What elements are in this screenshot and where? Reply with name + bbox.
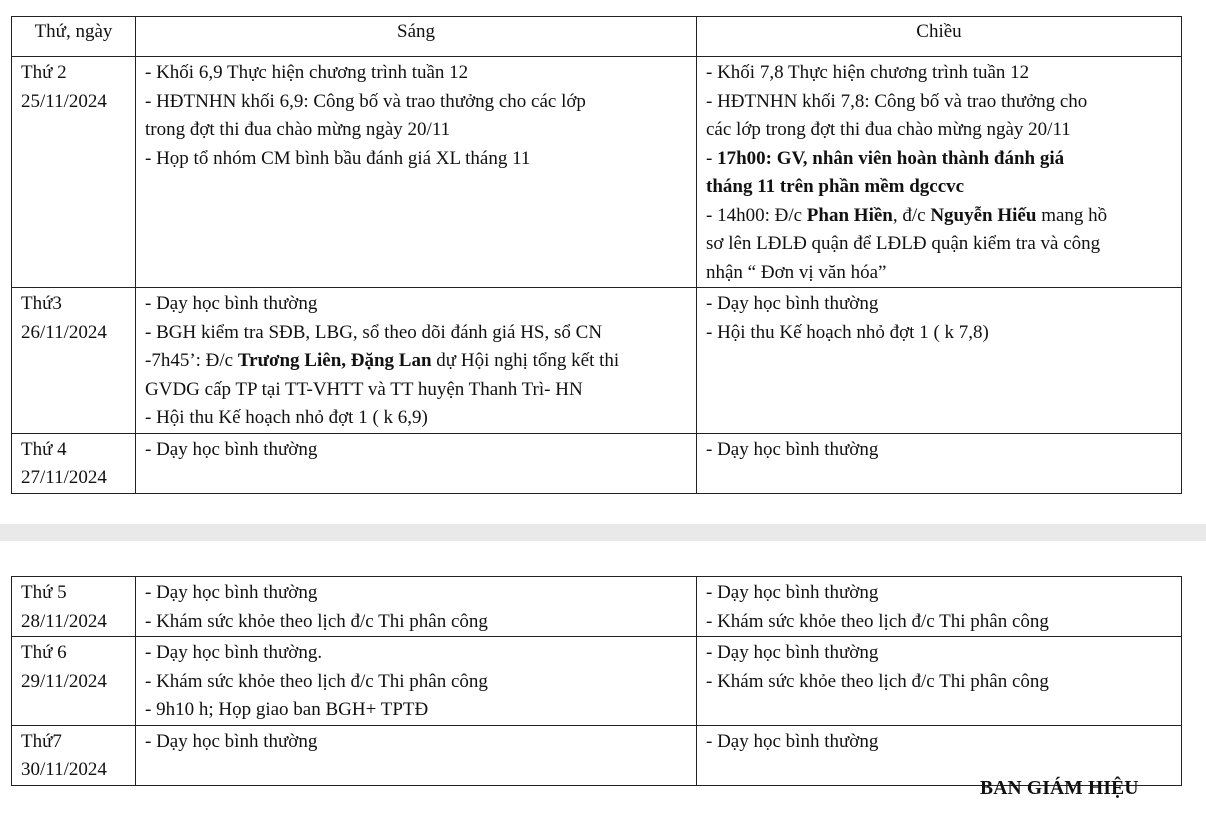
afternoon-cell — [697, 577, 1182, 637]
afternoon-line — [706, 88, 1172, 117]
morning-line — [145, 696, 687, 725]
afternoon-line — [706, 639, 1172, 668]
day-label: Thứ3 — [21, 293, 62, 314]
morning-cell — [136, 57, 697, 288]
text-segment: - Dạy học bình thường. — [145, 642, 323, 663]
day-cell — [12, 433, 136, 493]
header-day: Thứ, ngày — [12, 17, 136, 57]
table-row — [12, 637, 1182, 726]
text-segment: - Dạy học bình thường — [145, 438, 318, 460]
text-segment: - 14h00: Đ/c — [706, 204, 807, 226]
morning-cell — [136, 637, 697, 726]
morning-cell — [136, 577, 697, 637]
day-label: Thứ 2 — [21, 62, 67, 83]
text-segment: - Khám sức khỏe theo lịch đ/c Thi phân công — [706, 610, 1049, 632]
morning-cell — [136, 433, 697, 493]
afternoon-line — [706, 145, 1172, 174]
text-segment: - Dạy học bình thường — [706, 293, 879, 314]
day-cell — [12, 57, 136, 288]
text-segment: - Khám sức khỏe theo lịch đ/c Thi phân công — [706, 670, 1049, 692]
morning-line — [145, 579, 687, 608]
morning-line — [145, 639, 687, 668]
date-label: 29/11/2024 — [21, 670, 107, 692]
afternoon-line — [706, 668, 1172, 697]
afternoon-line — [706, 59, 1172, 88]
morning-line — [145, 347, 687, 376]
text-segment: - BGH kiểm tra SĐB, LBG, sổ theo dõi đánh giá HS, sổ CN — [145, 321, 603, 343]
header-morning: Sáng — [136, 17, 697, 57]
text-segment: mang hồ — [1036, 204, 1108, 226]
text-segment: - Dạy học bình thường — [706, 438, 879, 460]
afternoon-line — [706, 608, 1172, 637]
bold-segment: Nguyễn Hiếu — [930, 204, 1037, 226]
schedule-body-bottom — [12, 577, 1182, 786]
date-label: 27/11/2024 — [21, 467, 107, 488]
text-segment: - HĐTNHN khối 6,9: Công bố và trao thưởng cho các lớp — [145, 90, 586, 112]
text-segment: - HĐTNHN khối 7,8: Công bố và trao thưởng cho — [706, 90, 1088, 112]
day-cell — [12, 288, 136, 434]
text-segment: - Hội thu Kế hoạch nhỏ đợt 1 ( k 6,9) — [145, 407, 428, 428]
morning-line — [145, 608, 687, 637]
text-segment: sơ lên LĐLĐ quận để LĐLĐ quận kiểm tra và công — [706, 233, 1101, 254]
text-segment: - Dạy học bình thường — [706, 582, 879, 603]
morning-line — [145, 376, 687, 405]
morning-line — [145, 145, 687, 174]
page-break-divider — [0, 524, 1206, 541]
text-segment: - Khối 7,8 Thực hiện chương trình tuần 12 — [706, 62, 1030, 83]
text-segment: - Dạy học bình thường — [145, 582, 318, 603]
afternoon-cell — [697, 57, 1182, 288]
morning-line — [145, 319, 687, 348]
date-label: 25/11/2024 — [21, 90, 107, 112]
morning-line — [145, 404, 687, 433]
text-segment: , đ/c — [892, 204, 931, 226]
day-label: Thứ 4 — [21, 438, 67, 460]
date-label: 26/11/2024 — [21, 321, 107, 343]
text-segment: dự Hội nghị tổng kết thi — [431, 350, 620, 371]
table-row — [12, 433, 1182, 493]
text-segment: - Hội thu Kế hoạch nhỏ đợt 1 ( k 7,8) — [706, 321, 989, 343]
table-row — [12, 725, 1182, 785]
header-row — [12, 17, 1182, 57]
afternoon-line — [706, 230, 1172, 259]
morning-cell — [136, 288, 697, 434]
table-row — [12, 577, 1182, 637]
day-label: Thứ7 — [21, 730, 62, 752]
text-segment: trong đợt thi đua chào mừng ngày 20/11 — [145, 119, 451, 140]
afternoon-line — [706, 173, 1172, 202]
bold-segment: tháng 11 trên phần mềm dgccvc — [706, 176, 965, 197]
text-segment: - Dạy học bình thường — [145, 293, 318, 314]
day-label: Thứ 6 — [21, 642, 67, 663]
text-segment: - Dạy học bình thường — [145, 730, 318, 752]
table-row — [12, 288, 1182, 434]
day-cell — [12, 577, 136, 637]
afternoon-line — [706, 728, 1172, 757]
date-label: 28/11/2024 — [21, 610, 107, 632]
text-segment: - Khám sức khỏe theo lịch đ/c Thi phân công — [145, 670, 488, 692]
afternoon-line — [706, 290, 1172, 319]
bold-segment: Phan Hiền — [806, 204, 893, 226]
morning-line — [145, 436, 687, 465]
day-label: Thứ 5 — [21, 582, 67, 603]
morning-line — [145, 116, 687, 145]
text-segment: - Khối 6,9 Thực hiện chương trình tuần 12 — [145, 62, 469, 83]
schedule-body-top — [12, 57, 1182, 494]
afternoon-line — [706, 319, 1172, 348]
afternoon-cell — [697, 288, 1182, 434]
afternoon-line — [706, 116, 1172, 145]
schedule-table-bottom — [11, 576, 1182, 786]
text-segment: - — [706, 147, 718, 169]
afternoon-cell — [697, 637, 1182, 726]
schedule-table-top — [11, 16, 1182, 494]
text-segment: - 9h10 h; Họp giao ban BGH+ TPTĐ — [145, 699, 429, 720]
morning-line — [145, 728, 687, 757]
text-segment: -7h45’: Đ/c — [145, 350, 238, 371]
text-segment: - Dạy học bình thường — [706, 730, 879, 752]
day-cell — [12, 637, 136, 726]
text-segment: các lớp trong đợt thi đua chào mừng ngày 20/11 — [706, 119, 1071, 140]
morning-cell — [136, 725, 697, 785]
afternoon-line — [706, 436, 1172, 465]
morning-line — [145, 668, 687, 697]
afternoon-cell — [697, 725, 1182, 785]
afternoon-line — [706, 259, 1172, 288]
afternoon-cell — [697, 433, 1182, 493]
text-segment: - Dạy học bình thường — [706, 642, 879, 663]
text-segment: - Họp tổ nhóm CM bình bầu đánh giá XL tháng 11 — [145, 147, 531, 169]
morning-line — [145, 88, 687, 117]
text-segment: - Khám sức khỏe theo lịch đ/c Thi phân công — [145, 610, 488, 632]
table-row — [12, 57, 1182, 288]
morning-line — [145, 290, 687, 319]
signature-ban-giam-hieu: BAN GIÁM HIỆU — [980, 778, 1139, 799]
bold-segment: Trương Liên, Đặng Lan — [237, 350, 432, 371]
morning-line — [145, 59, 687, 88]
afternoon-line — [706, 202, 1172, 231]
header-afternoon: Chiều — [697, 17, 1182, 57]
text-segment: GVDG cấp TP tại TT-VHTT và TT huyện Thanh Trì- HN — [145, 378, 583, 400]
day-cell — [12, 725, 136, 785]
date-label: 30/11/2024 — [21, 759, 107, 780]
text-segment: nhận “ Đơn vị văn hóa” — [706, 261, 887, 283]
afternoon-line — [706, 579, 1172, 608]
bold-segment: 17h00: GV, nhân viên hoàn thành đánh giá — [717, 147, 1065, 169]
